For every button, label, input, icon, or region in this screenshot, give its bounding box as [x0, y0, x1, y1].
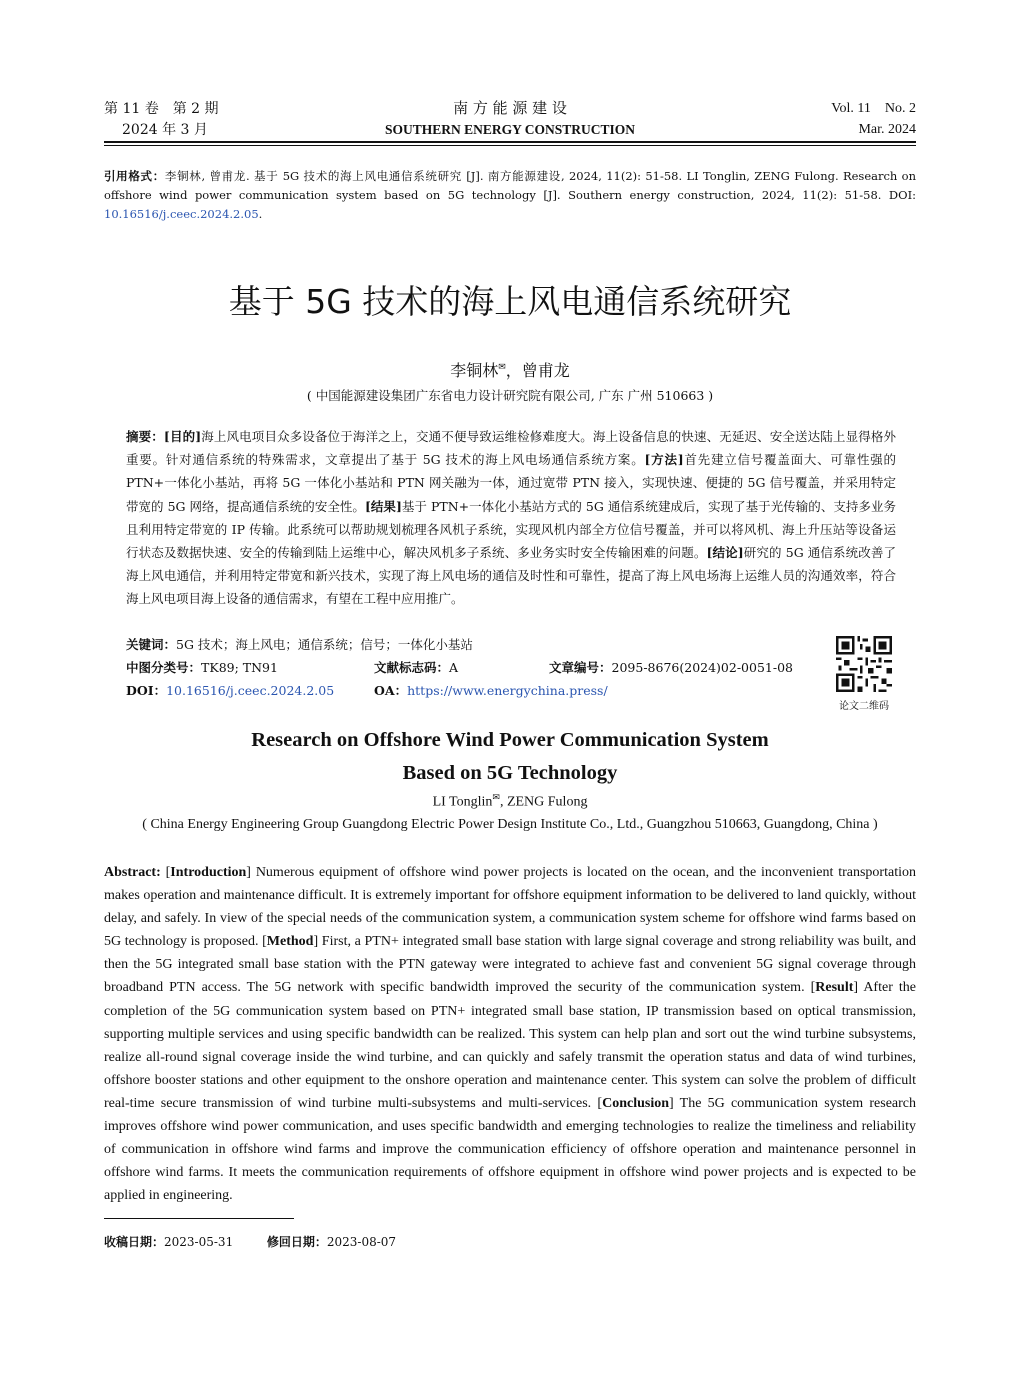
doi-label: DOI： — [126, 683, 167, 698]
revised-label: 修回日期： — [266, 1235, 327, 1249]
abstract-en-method-label: Method — [266, 934, 314, 950]
doi-line — [126, 682, 334, 700]
abstract-cn — [126, 425, 896, 611]
citation-text: 李铜林, 曾甫龙. 基于 5G 技术的海上风电通信系统研究 [J]. 南方能源建设, 2024, 11(2): 51-58. LI Tonglin, ZENG Fulong. Research on offshore wind power communication system based on 5G technology [J]. Southern energy construction, 2024, 11(2): 51-58. DOI: — [104, 169, 916, 202]
abstract-cn-method: 首先建立信号覆盖面大、可靠性强的 PTN+一体化小基站，再将 5G 一体化小基站和 PTN 网关融为一体，通过宽带 PTN 接入，实现快速、便捷的 5G 信号覆盖，并采用特定带宽的 5G 网络，提高通信系统的安全性。 — [126, 452, 896, 514]
authors-en — [0, 792, 1020, 811]
corresponding-mail-icon: ✉ — [498, 362, 506, 373]
paper-title-cn: 基于 5G 技术的海上风电通信系统研究 — [228, 282, 792, 321]
oa-link[interactable]: https://www.energychina.press/ — [407, 683, 608, 698]
abstract-cn-conclusion-label: [结论] — [706, 545, 744, 561]
abstract-en-result: After the completion of the 5G communication system based on PTN+ integrated small base station, IP transmission based on optical transmission, supporting multiple services and using specific bandwidth can be realized. This system can help plan and sort out the wind turbine subsystems, realize all-round signal coverage inside the wind turbine, and can quickly and safely transmit the operation status and data of wind turbines, offshore booster stations and other equipment to the onshore operation and maintenance center. This system can solve the problem of difficult real-time secure transmission of wind turbine multi-subsystems and multi-services. — [104, 980, 916, 1111]
oa-label: OA： — [374, 683, 408, 698]
clc-value: TK89; TN91 — [201, 660, 278, 675]
article-no-value: 2095-8676(2024)02-0051-08 — [611, 660, 793, 675]
affiliation-cn: ( 中国能源建设集团广东省电力设计研究院有限公司, 广东 广州 510663 ) — [306, 388, 714, 403]
abstract-en-method: First, a PTN+ integrated small base station with large signal coverage and strong reliability was built, and then the 5G integrated small base station with the PTN gateway were integrated to achieve fast and convenient 5G signal coverage through broadband PTN access. The 5G network with specific bandwidth improved the security of the communication system. — [104, 934, 916, 996]
abstract-en-conclusion-label: Conclusion — [602, 1095, 669, 1111]
abstract-en-intro: Numerous equipment of offshore wind power projects is located on the ocean, and the inconvenient transportation makes operation and maintenance difficult. It is extremely important for offshore equipment information to be delivered to land quickly, without delay, and safely. In view of the special needs of the communication system, a communication system scheme for offshore wind farms based on 5G technology is proposed. — [104, 865, 916, 950]
author-1-en: LI Tonglin — [432, 794, 493, 810]
abstract-cn-result-label: [结果] — [364, 498, 402, 514]
abstract-en-result-label: Result — [815, 980, 854, 996]
author-separator-en: , — [499, 794, 504, 810]
received-label: 收稿日期： — [104, 1235, 165, 1249]
paper-title-en-line-1: Research on Offshore Wind Power Communication System — [251, 729, 769, 751]
abstract-cn-result: 基于 PTN+一体化小基站方式的 5G 通信系统建成后，实现了基于光传输的、支持多业务且利用特定带宽的 IP 传输。此系统可以帮助规划梳理各风机子系统，实现风机内部全方位信号覆盖，并可以将风机、海上升压站等设备运行状态及数据快速、安全的传输到陆上运维中心，解决风机多子系统、多业务实时安全传输困难的问题。 — [126, 498, 896, 561]
article-no-label: 文章编号： — [549, 660, 612, 675]
header-rule-thin — [104, 145, 916, 146]
date-en: Mar. 2024 — [858, 122, 916, 137]
footnote-dates — [104, 1233, 396, 1250]
keywords-line — [126, 636, 473, 654]
doc-code-value: A — [449, 660, 459, 675]
paper-qr-code-icon[interactable] — [836, 636, 892, 692]
oa-line — [374, 682, 608, 700]
abstract-cn-conclusion: 研究的 5G 通信系统改善了海上风电通信，并利用特定带宽和新兴技术，实现了海上风电场的通信及时性和可靠性，提高了海上风电场海上运维人员的沟通效率，符合海上风电项目海上设备的通信需求，有望在工程中应用推广。 — [126, 545, 896, 607]
volume-issue-cn: 第 11 卷 第 2 期 — [104, 101, 219, 117]
header-rule-thick — [104, 141, 916, 143]
author-separator-cn: ， — [505, 361, 522, 380]
footnote-rule — [104, 1218, 294, 1219]
paper-title-en-line-2: Based on 5G Technology — [402, 762, 618, 784]
keywords-text: 5G 技术；海上风电；通信系统；信号；一体化小基站 — [176, 637, 473, 652]
citation-end: . — [258, 207, 263, 221]
clc-line — [126, 659, 278, 677]
article-no-line — [549, 659, 793, 677]
doi-link[interactable]: 10.16516/j.ceec.2024.2.05 — [166, 683, 335, 698]
corresponding-mail-icon-en: ✉ — [492, 792, 500, 802]
journal-name-cn: 南 方 能 源 建 设 — [453, 99, 567, 117]
abstract-cn-label: 摘要： — [126, 429, 164, 444]
citation-block — [104, 167, 916, 224]
revised-date: 2023-08-07 — [326, 1235, 397, 1249]
citation-label: 引用格式： — [104, 169, 165, 183]
abstract-en: Abstract: [Introduction] Numerous equipment of offshore wind power projects is located on the ocean, and the inconvenient transportation makes operation and maintenance difficult. It is extremely important for offshore equipment information to be delivered to land quickly, without delay, and safely. In view of the special needs of the communication system, a communication system scheme for offshore wind farms based on 5G technology is proposed. [Method] First, a PTN+ integrated small base station with large signal coverage and strong reliability was built, and then the 5G integrated small base station with the PTN gateway were integrated to achieve fast and convenient 5G signal coverage through broadband PTN access. The 5G network with specific bandwidth improved the security of the communication system. [Result] After the completion of the 5G communication system based on PTN+ integrated small base station, IP transmission based on optical transmission, supporting multiple services and using specific bandwidth can be realized. This system can help plan and sort out the wind turbine subsystems, realize all-round signal coverage inside the wind turbine, and can quickly and safely transmit the operation status and data of wind turbines, offshore booster stations and other equipment to the onshore operation and maintenance center. This system can solve the problem of difficult real-time secure transmission of wind turbine multi-subsystems and multi-services. [Conclusion] The 5G communication system research improves offshore wind power communication, and uses specific bandwidth and emerging technologies to realize the timeliness and reliability of communication in offshore wind farms and improve the communication efficiency of offshore operation and maintenance personnel in offshore wind farms. It meets the communication requirements of offshore equipment in offshore wind power projects and is expected to be applied in engineering. — [104, 865, 917, 1204]
keywords-label: 关键词： — [126, 637, 177, 652]
citation-doi-link[interactable]: 10.16516/j.ceec.2024.2.05 — [104, 207, 259, 221]
doc-code-label: 文献标志码： — [374, 660, 450, 675]
authors-cn — [0, 358, 1020, 381]
volume-issue-en: Vol. 11 No. 2 — [831, 101, 916, 116]
abstract-en-conclusion: The 5G communication system research improves offshore wind power communication, and uses specific bandwidth and emerging technologies to realize the timeliness and reliability of communication in offshore wind farms and improve the communication efficiency of offshore operation and maintenance personnel in offshore wind farms. It meets the communication requirements of offshore equipment in offshore wind power projects and is expected to be applied in engineering. — [104, 1095, 917, 1204]
affiliation-en: ( China Energy Engineering Group Guangdong Electric Power Design Institute Co., Ltd., Guangzhou 510663, Guangdong, China ) — [142, 817, 878, 832]
abstract-cn-purpose-label: [目的] — [163, 429, 202, 444]
author-2-cn: 曾甫龙 — [521, 361, 570, 380]
abstract-cn-purpose: 海上风电项目众多设备位于海洋之上，交通不便导致运维检修难度大。海上设备信息的快速、无延迟、安全送达陆上显得格外重要。针对通信系统的特殊需求，文章提出了基于 5G 技术的海上风电场通信系统方案。 — [126, 429, 896, 468]
date-cn: 2024 年 3 月 — [122, 122, 208, 138]
received-date: 2023-05-31 — [164, 1235, 234, 1249]
abstract-cn-method-label: [方法] — [644, 452, 684, 468]
qr-caption: 论文二维码 — [839, 701, 889, 712]
paper-title-en — [0, 724, 1020, 790]
abstract-en-label: Abstract: — [104, 865, 161, 880]
author-1-cn: 李铜林 — [450, 361, 499, 380]
abstract-en-intro-label: Introduction — [170, 865, 247, 880]
journal-name-en: SOUTHERN ENERGY CONSTRUCTION — [384, 122, 636, 137]
doc-code-line — [374, 659, 458, 677]
clc-label: 中图分类号： — [126, 660, 202, 675]
author-2-en: ZENG Fulong — [506, 794, 588, 810]
